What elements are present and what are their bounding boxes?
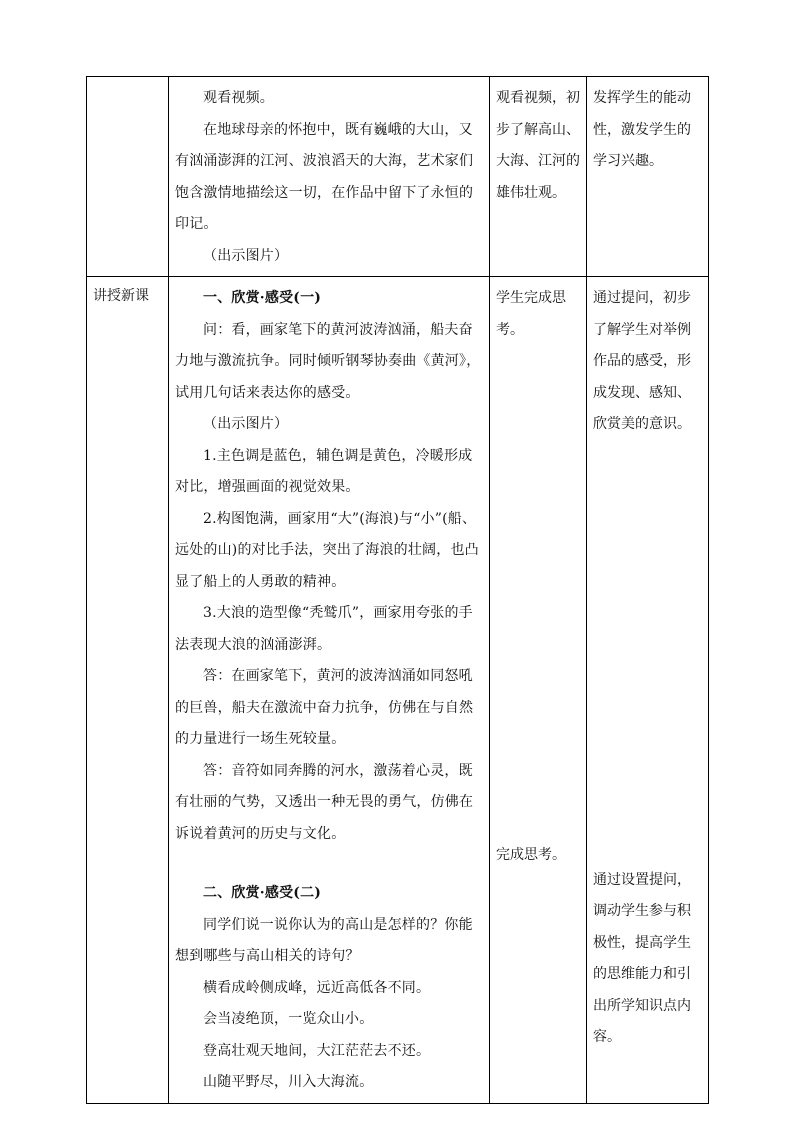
stage-label: 讲授新课 bbox=[93, 288, 149, 304]
content-paragraph: （出示图片） bbox=[203, 247, 289, 264]
content-paragraph: 问：看，画家笔下的黄河波涛汹涌，船夫奋力地与激流抗争。同时倾听钢琴协奏曲《黄河》，试用几句话来表达你的感受。 bbox=[175, 321, 481, 401]
design-intent-cell bbox=[587, 277, 709, 1104]
student-activity-cell bbox=[490, 277, 587, 1104]
content-paragraph: 山随平野尽，川入大海流。 bbox=[203, 1074, 374, 1090]
cell-gap bbox=[587, 445, 708, 865]
stage-cell bbox=[87, 277, 169, 1104]
content-paragraph: 观看视频。 bbox=[203, 90, 274, 106]
content-paragraph: 登高壮观天地间，大江茫茫去不还。 bbox=[203, 1042, 431, 1059]
student-activity-text: 完成思考。 bbox=[496, 847, 566, 863]
section-gap bbox=[175, 850, 483, 878]
content-paragraph: 同学们说一说你认为的高山是怎样的？你能想到哪些与高山相关的诗句？ bbox=[175, 916, 473, 964]
content-paragraph: 答：音符如同奔腾的河水，激荡着心灵，既有壮丽的气势，又透出一种无畏的勇气，仿佛在诉说着黄河的历史与文化。 bbox=[175, 762, 474, 842]
design-intent-cell bbox=[587, 77, 709, 277]
student-activity-cell bbox=[490, 77, 587, 277]
table-row bbox=[87, 77, 709, 277]
content-paragraph: 横看成岭侧成峰，远近高低各不同。 bbox=[203, 979, 431, 996]
stage-label bbox=[87, 77, 168, 85]
content-paragraph: 在地球母亲的怀抱中，既有巍峨的大山，又有汹涌澎湃的江河、波浪滔天的大海，艺术家们饱含激情地描绘这一切，在作品中留下了永恒的印记。 bbox=[175, 121, 474, 232]
content-paragraph: 3.大浪的造型像“秃鹫爪”，画家用夸张的手法表现大浪的汹涌澎湃。 bbox=[175, 605, 473, 653]
section-heading: 二、欣赏·感受(二) bbox=[203, 885, 322, 901]
content-paragraph: 会当凌绝顶，一览众山小。 bbox=[203, 1011, 374, 1027]
content-paragraph: 2.构图饱满，画家用“大”(海浪)与“小”(船、远处的山)的对比手法，突出了海浪的壮阔，也凸显了船上的人勇敢的精神。 bbox=[175, 510, 479, 590]
content-cell bbox=[169, 277, 490, 1104]
content-cell bbox=[169, 77, 490, 277]
content-paragraph: 答：在画家笔下，黄河的波涛汹涌如同怒吼的巨兽，船夫在激流中奋力抗争，仿佛在与自然的力量进行一场生死较量。 bbox=[175, 668, 474, 747]
table-row bbox=[87, 277, 709, 1104]
cell-gap bbox=[490, 350, 586, 840]
design-intent-text: 发挥学生的能动性，激发学生的学习兴趣。 bbox=[593, 90, 691, 169]
section-heading: 一、欣赏·感受(一) bbox=[203, 290, 322, 306]
design-intent-text: 通过设置提问，调动学生参与积极性，提高学生的思维能力和引出所学知识点内容。 bbox=[593, 871, 691, 1045]
student-activity-text: 学生完成思考。 bbox=[496, 290, 566, 338]
design-intent-text: 通过提问，初步了解学生对举例作品的感受，形成发现、感知、欣赏美的意识。 bbox=[593, 290, 691, 432]
content-paragraph: （出示图片） bbox=[203, 416, 289, 432]
content-paragraph: 1.主色调是蓝色，辅色调是黄色，冷暖形成对比，增强画面的视觉效果。 bbox=[175, 447, 473, 495]
student-activity-text: 观看视频，初步了解高山、大海、江河的雄伟壮观。 bbox=[496, 90, 580, 201]
stage-cell bbox=[87, 77, 169, 277]
lesson-plan-table bbox=[86, 76, 709, 1104]
